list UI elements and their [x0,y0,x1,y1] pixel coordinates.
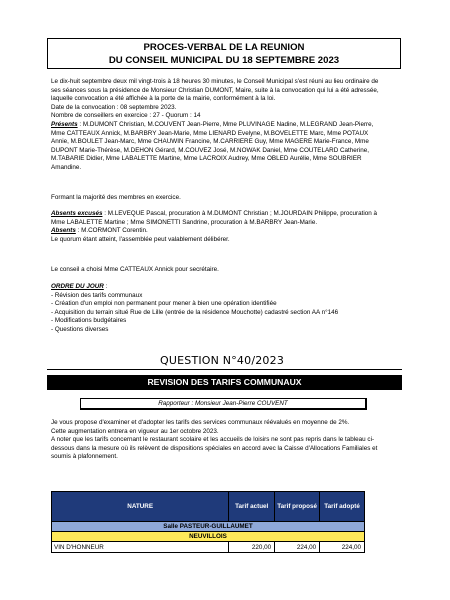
header-tarif-actuel: Tarif actuel [229,492,275,522]
question-divider [47,369,402,370]
document-title [47,38,401,69]
question-heading: REVISION DES TARIFS COMMUNAUX [47,375,402,390]
header-tarif-propose: Tarif proposé [275,492,320,522]
table-row [52,542,365,553]
body-paragraph-3: A noter que les tarifs concernant le restaurant scolaire et les accueils de loisirs ne sont pas repris dans le tableau ci-dessous dans la mesure où ils relèvent de dispositions spéciales en accord avec la Caisse d'Allocations Familiales et soumis à plafonnement. [51,436,378,461]
section-label: Salle PASTEUR-GUILLAUMET [52,522,365,532]
presents-paragraph [51,121,387,173]
title-line-1: PROCES-VERBAL DE LA REUNION [143,42,305,53]
body-paragraph-1: Je vous propose d'examiner et d'adopter les tarifs des services communaux réévalués en moyenne de 2%. [51,419,350,426]
rapporteur-box: Rapporteur : Monsieur Jean-Pierre COUVENT [80,398,367,410]
cell-propose: 224,00 [275,542,320,553]
agenda-item: - Modifications budgétaires [51,317,127,325]
majorite-text: Formant la majorité des membres en exercice. [51,194,181,201]
ordre-du-jour-heading [51,283,387,292]
agenda-item: - Création d'un emploi non permanent pour mener à bien une opération identifiée [51,300,277,308]
cell-nature: VIN D'HONNEUR [52,542,229,553]
excuses-list: : M.LEVEQUE Pascal, procuration à M.DUMONT Christian ; M.JOURDAIN Philippe, procuration à Mme LABALETTE Martine ; Mme SIMONETTI Sandrine, procuration à M.BARBRY Jean-Marie. [51,210,378,226]
absents-label: Absents [51,227,76,235]
excuses-label: Absents excusés [51,210,103,217]
absents-section [51,210,387,244]
agenda-item: - Révision des tarifs communaux [51,291,143,299]
section-row [52,522,365,532]
date-convocation: Date de la convocation : 08 septembre 2023. [51,103,177,111]
excuses-paragraph [51,210,387,227]
ordre-du-jour-suffix: : [103,283,108,290]
intro-paragraph: Le dix-huit septembre deux mil vingt-trois à 18 heures 30 minutes, le Conseil Municipal s'est réuni au lieu ordinaire de ses séances sous la présidence de Monsieur Christian DUMONT, Maire, suite à la convocation qui lui a été adressée, laquelle convocation a été affichée à la porte de la mairie, conformément à la loi. [51,78,379,103]
agenda-item: - Questions diverses [51,325,109,333]
tarifs-table [51,491,365,553]
nombre-conseillers: Nombre de conseillers en exercice : 27 - Quorum : 14 [51,112,201,120]
table-header-row [52,492,365,522]
intro-section [51,78,387,173]
subsection-label: NEUVILLOIS [52,532,365,542]
presents-label: Présents [51,120,78,128]
title-line-2: DU CONSEIL MUNICIPAL DU 18 SEPTEMBRE 2023 [108,55,340,66]
question-number: QUESTION N°40/2023 [160,354,285,367]
absents-list: : M.CORMONT Corentin. [75,227,148,235]
body-paragraph-2: Cette augmentation entrera en vigueur au 1er octobre 2023. [51,427,219,435]
agenda-item: - Acquisition du terrain situé Rue de Lille (entrée de la résidence Mouchotte) cadastré section AA n°146 [51,308,339,316]
quorum-text: Le quorum étant atteint, l'assemblée peut valablement délibérer. [51,235,230,243]
header-nature: NATURE [52,492,229,522]
subsection-row [52,532,365,542]
header-tarif-adopte: Tarif adopté [320,492,365,522]
majorite-section [51,194,387,203]
ordre-du-jour-label: ORDRE DU JOUR [51,283,104,290]
secretaire-text: Le conseil a choisi Mme CATTEAUX Annick pour secrétaire. [51,266,219,273]
secretaire-section [51,266,387,275]
absents-paragraph [51,227,387,236]
question-body [51,419,387,462]
cell-adopte: 224,00 [320,542,365,553]
cell-actuel: 220,00 [229,542,275,553]
presents-list: : M.DUMONT Christian, M.COUVENT Jean-Pierre, Mme PLUVINAGE Nadine, M.LEGRAND Jean-Pierre, Mme CATTEAUX Annick, M.BARBRY Jean-Marie, Mme LIENARD Evelyne, M.BOVELETTE Marc, Mme POTAUX Annie, M.BOULET Jean-Marc, Mme CHAUWIN Francine, M.CARRIERE Guy, Mme MAGERE Marie-France, Mme DUPONT Marie-Thérèse, M.DEHON Gérard, M.COUVEZ José, M.NOWAK Daniel, Mme COUTELARD Catherine, M.TABARIE Didier, Mme LABALETTE Martine, Mme LACROIX Audrey, Mme OBLED Aurélie, Mme SOUBRIER Amandine. [51,120,374,171]
ordre-du-jour [51,283,387,335]
